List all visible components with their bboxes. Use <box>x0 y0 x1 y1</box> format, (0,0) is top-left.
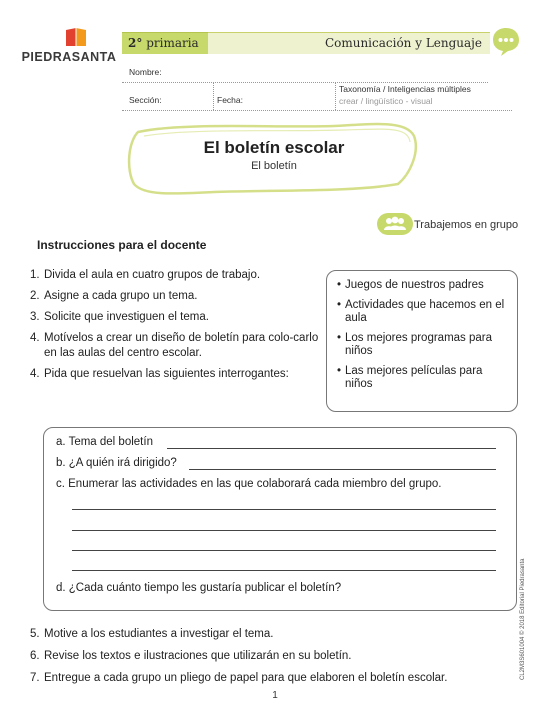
answer-line-c2[interactable] <box>72 530 496 531</box>
name-field-line[interactable] <box>122 82 488 83</box>
divider <box>335 83 336 110</box>
list-item <box>30 331 320 361</box>
answer-line-c1[interactable] <box>72 509 496 510</box>
topic-item: • Las mejores películas para niños <box>337 365 509 391</box>
step-number: 2. <box>30 290 40 302</box>
chat-bubble-icon <box>491 26 521 58</box>
answer-line-c3[interactable] <box>72 550 496 551</box>
step-number: 3. <box>30 311 40 323</box>
title-banner-shape <box>124 118 424 198</box>
book-logo-icon <box>64 26 88 48</box>
question-d: d. ¿Cada cuánto tiempo les gustaría publicar el boletín? <box>56 582 342 594</box>
step-number: 7. <box>30 672 40 684</box>
subject-banner <box>208 32 490 54</box>
list-item <box>30 649 510 664</box>
taxonomy-label: Taxonomía / Inteligencias múltiples <box>339 84 471 94</box>
grade-banner <box>122 32 208 54</box>
group-people-icon <box>377 213 413 235</box>
list-item <box>30 367 320 382</box>
step-text: Revise los textos e ilustraciones que utilizarán en su boletín. <box>44 650 352 662</box>
step-text: Divida el aula en cuatro grupos de trabajo. <box>44 269 261 281</box>
step-number: 1. <box>30 269 40 281</box>
topic-item: • Actividades que hacemos en el aula <box>337 299 509 325</box>
taxonomy-value: crear / lingüístico - visual <box>339 96 433 106</box>
divider <box>213 83 214 110</box>
page-subtitle: El boletín <box>251 160 297 172</box>
topic-item: • Los mejores programas para niños <box>337 332 509 358</box>
question-a: a. Tema del boletín <box>56 436 153 448</box>
instructions-list <box>30 268 320 388</box>
step-text: Pida que resuelvan las siguientes interrogantes: <box>44 368 289 380</box>
final-steps-list <box>30 627 510 693</box>
step-text: Entregue a cada grupo un pliego de papel para que elaboren el boletín escolar. <box>44 672 448 684</box>
form-bottom-line <box>122 110 512 111</box>
grade-number: 2° <box>128 36 143 50</box>
step-number: 4. <box>30 332 40 344</box>
step-text: Solicite que investiguen el tema. <box>44 311 209 323</box>
section-label: Sección: <box>129 95 162 105</box>
publisher-logo <box>14 22 124 72</box>
page-number: 1 <box>272 690 278 701</box>
list-item <box>30 671 510 686</box>
brand-name: PIEDRASANTA <box>21 50 117 64</box>
page-title: El boletín escolar <box>203 138 345 157</box>
question-b: b. ¿A quién irá dirigido? <box>56 457 177 469</box>
name-label: Nombre: <box>129 67 162 77</box>
date-label: Fecha: <box>217 95 243 105</box>
answer-line-b[interactable] <box>189 469 496 470</box>
question-c: c. Enumerar las actividades en las que colaborará cada miembro del grupo. <box>56 478 442 490</box>
grade-word: primaria <box>146 36 199 50</box>
list-item <box>30 627 510 642</box>
step-number: 4. <box>30 368 40 380</box>
step-text: Asigne a cada grupo un tema. <box>44 290 198 302</box>
step-number: 6. <box>30 650 40 662</box>
instructions-heading: Instrucciones para el docente <box>37 238 207 252</box>
copyright-code: CL2M3S601004 © 2018 Editorial Piedrasanta <box>520 558 526 680</box>
answer-line-a[interactable] <box>167 448 496 449</box>
subject-title: Comunicación y Lenguaje <box>324 36 482 50</box>
list-item <box>30 268 320 283</box>
step-text: Motívelos a crear un diseño de boletín para colo-carlo en las aulas del centro escolar. <box>44 332 319 359</box>
topics-box <box>326 270 518 412</box>
step-number: 5. <box>30 628 40 640</box>
step-text: Motive a los estudiantes a investigar el tema. <box>44 628 274 640</box>
list-item <box>30 289 320 304</box>
topic-item: • Juegos de nuestros padres <box>337 279 509 292</box>
group-work-label: Trabajemos en grupo <box>414 219 519 231</box>
answer-line-c4[interactable] <box>72 570 496 571</box>
list-item <box>30 310 320 325</box>
